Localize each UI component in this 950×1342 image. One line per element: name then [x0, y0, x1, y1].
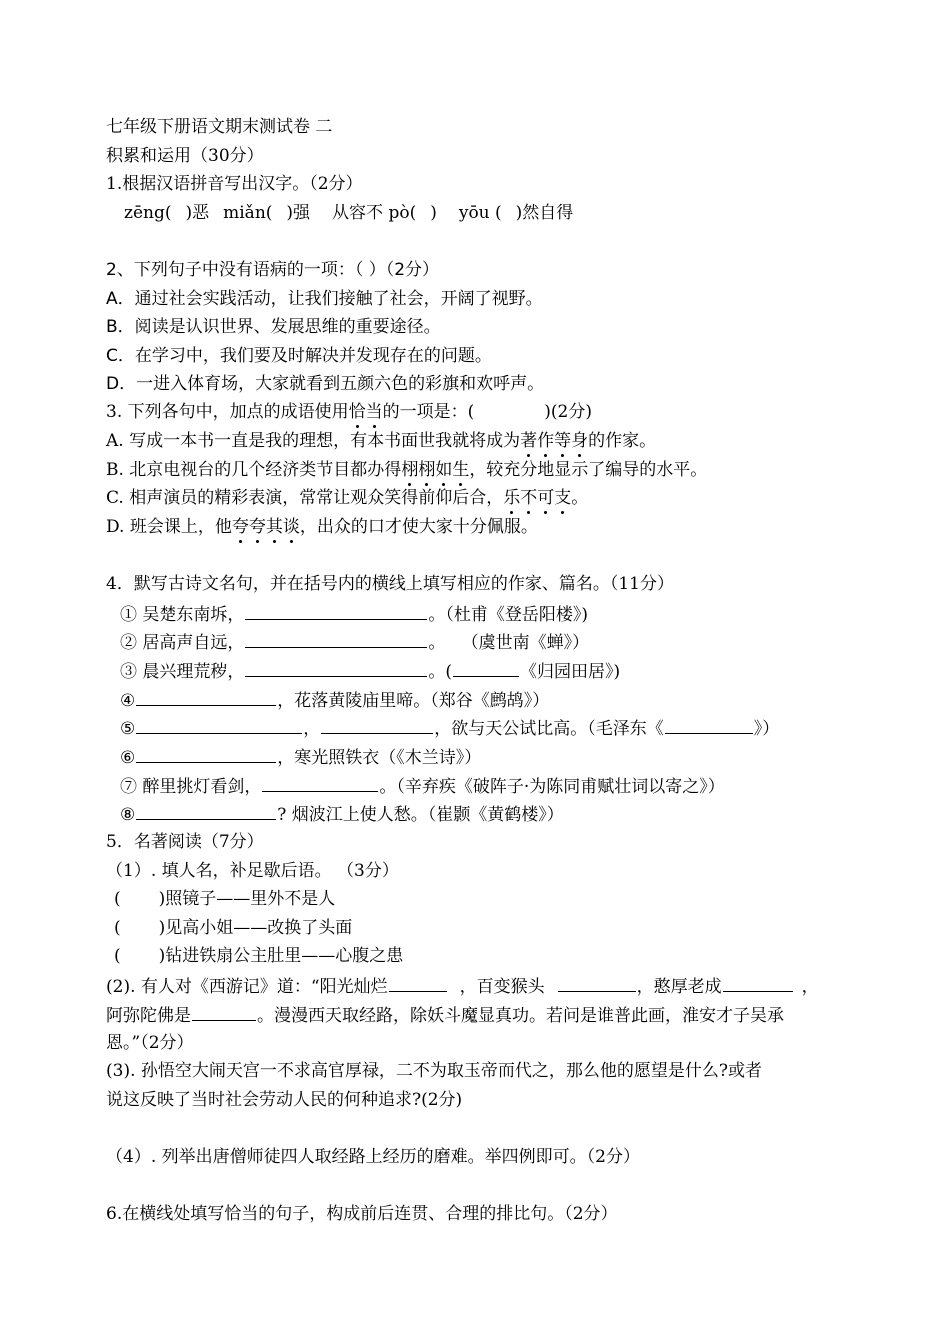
q1-item-2b: )强: [286, 203, 311, 223]
dotted-char: 著: [520, 431, 538, 451]
dotted-char: 谈: [282, 517, 300, 537]
q3-option-d: [106, 517, 538, 537]
dotted-char: 乐: [503, 488, 521, 508]
q4-text: 。（杜甫《登岳阳楼》): [428, 605, 589, 625]
q5-part-4: （4）. 列举出唐僧师徒四人取经路上经历的磨难。举四例即可。（2分）: [106, 1147, 640, 1167]
q3-option-a: [106, 431, 656, 451]
q4-stem: 4．默写古诗文名句，并在括号内的横线上填写相应的作家、篇名。（11分）: [106, 574, 674, 594]
q4-line-2: [120, 631, 589, 653]
q2-option-d: D．一进入体育场，大家就看到五颜六色的彩旗和欢呼声。: [106, 374, 545, 394]
q4-text: 。(: [428, 662, 453, 682]
q4-line-6: [120, 746, 481, 768]
answer-blank[interactable]: [245, 660, 427, 677]
dotted-char: 身: [571, 431, 589, 451]
dotted-char: 生: [452, 460, 470, 480]
q3-option-text: ，出众的口才使大家十分佩服。: [299, 517, 538, 537]
q5-text: )照镜子——里外不是人: [158, 889, 336, 909]
q5-part-3-line-2: 说这反映了当时社会劳动人民的何种追求?(2分): [106, 1090, 463, 1110]
q4-text: ⑦ 醉里挑灯看剑，: [120, 777, 262, 797]
q5-text: (: [114, 889, 121, 909]
q5-text: )见高小姐——改换了头面: [158, 918, 353, 938]
q4-text: ，花落黄陵庙里啼。（郑谷《鹧鸪》）: [277, 691, 550, 711]
dotted-char: 夸: [248, 517, 266, 537]
q5-xiehouyu-2: [114, 918, 352, 938]
q1-stem: 1.根据汉语拼音写出汉字。（2分）: [106, 174, 363, 194]
q4-line-3: [120, 660, 620, 682]
dotted-char: 其: [265, 517, 283, 537]
q5-part-1: （1）. 填人名，补足歇后语。 （3分）: [106, 861, 399, 881]
q4-line-8: [120, 803, 564, 825]
q4-text: ① 吴楚东南坼，: [120, 605, 245, 625]
q1-item-3b: ): [430, 203, 437, 223]
q3-option-text: ，较充分地显示了编导的水平。: [469, 460, 708, 480]
q4-text: ② 居高声自远，: [120, 633, 245, 653]
q1-item-4a: yōu (: [458, 203, 502, 223]
answer-blank[interactable]: [192, 1004, 256, 1021]
dotted-char: 如: [435, 460, 453, 480]
q4-text: ? 烟波江上使人愁。（崔颢《黄鹤楼》）: [277, 805, 564, 825]
q2-option-b: B．阅读是认识世界、发展思维的重要途径。: [106, 317, 441, 337]
q3-option-text: 的作家。: [588, 431, 657, 451]
q5-text: )钻进铁扇公主肚里——心腹之患: [158, 946, 404, 966]
q3-option-text: 。: [571, 488, 589, 508]
answer-blank[interactable]: [245, 631, 427, 648]
q4-text: ，寒光照铁衣（《木兰诗》）: [277, 748, 482, 768]
dotted-char: 等: [554, 431, 572, 451]
answer-blank[interactable]: [558, 975, 636, 992]
dotted-char: 不: [520, 488, 538, 508]
q4-text: ⑥: [120, 748, 136, 768]
q5-text: ，百变猴头: [459, 977, 545, 997]
answer-blank[interactable]: [321, 717, 433, 734]
dotted-char: 作: [537, 431, 555, 451]
answer-blank[interactable]: [136, 803, 276, 820]
section-heading: 积累和运用（30分）: [106, 146, 264, 166]
q3-option-c: [106, 488, 588, 508]
q1-item-1b: )恶: [185, 203, 210, 223]
q2-stem: 2、下列句子中没有语病的一项：（ ）（2分）: [106, 260, 440, 280]
answer-blank[interactable]: [453, 660, 519, 677]
answer-blank[interactable]: [245, 603, 427, 620]
dotted-char: 夸: [231, 517, 249, 537]
q3-option-text: D. 班会课上，他: [106, 517, 232, 537]
q3-stem-text: 的一项是：(: [382, 402, 475, 422]
q4-text: ③ 晨兴理荒秽，: [120, 662, 245, 682]
q4-line-7: [120, 775, 725, 797]
dotted-char: 当: [365, 402, 383, 422]
dotted-char: 栩: [401, 460, 419, 480]
q1-pinyin-row: [124, 203, 573, 223]
q5-text: (: [114, 946, 121, 966]
exam-title: 七年级下册语文期末测试卷 二: [106, 117, 333, 137]
q1-item-2a: miǎn(: [223, 203, 273, 223]
q5-xiehouyu-3: [114, 946, 403, 966]
answer-blank[interactable]: [262, 775, 378, 792]
dotted-char: 支: [554, 488, 572, 508]
q4-text: ④: [120, 691, 136, 711]
q2-option-a: A．通过社会实践活动，让我们接触了社会，开阔了视野。: [106, 289, 543, 309]
answer-blank[interactable]: [136, 746, 276, 763]
q4-text: 。 （虞世南《蝉》）: [428, 633, 590, 653]
q3-option-text: C. 相声演员的精彩表演，常常让观众笑得前仰后合，: [106, 488, 504, 508]
q4-text: ⑤: [120, 719, 136, 739]
q5-part-2-line-3: 恩。”（2分）: [106, 1033, 194, 1053]
q3-stem: [106, 402, 592, 422]
dotted-char: 可: [537, 488, 555, 508]
answer-blank[interactable]: [665, 717, 753, 734]
q5-text: 。漫漫西天取经路，除妖斗魔显真功。若问是谁普此画，淮安才子吴承: [257, 1006, 784, 1026]
q4-text: ，欲与天公试比高。（毛泽东《: [434, 719, 664, 739]
q4-text: ⑧: [120, 805, 136, 825]
q3-stem-text: 3. 下列各句中，加点的成语使用: [106, 402, 349, 422]
q4-text: 》）: [753, 719, 780, 739]
q3-option-text: B. 北京电视台的几个经济类节目都办得: [106, 460, 402, 480]
answer-blank[interactable]: [723, 975, 793, 992]
answer-blank[interactable]: [389, 975, 447, 992]
q5-part-3-line-1: (3). 孙悟空大闹天宫一不求高官厚禄，二不为取玉帝而代之，那么他的愿望是什么?或者: [106, 1061, 763, 1081]
q2-option-c: C．在学习中，我们要及时解决并发现存在的问题。: [106, 346, 492, 366]
q5-text: ，: [801, 977, 819, 997]
q4-line-5: [120, 717, 779, 739]
q1-item-1a: zēng(: [124, 203, 172, 223]
q4-text: 。（辛弃疾《破阵子·为陈同甫赋壮词以寄之》）: [379, 777, 725, 797]
dotted-char: 栩: [418, 460, 436, 480]
q3-option-text: A. 写成一本书一直是我的理想，有本书面世我就将成为: [106, 431, 521, 451]
q5-stem: 5．名著阅读（7分）: [106, 832, 264, 852]
q4-line-1: [120, 603, 588, 625]
q3-option-b: [106, 460, 707, 480]
q5-xiehouyu-1: [114, 889, 335, 909]
q6-stem: 6.在横线处填写恰当的句子，构成前后连贯、合理的排比句。（2分）: [106, 1204, 618, 1224]
q1-item-3a: 从容不 pò(: [332, 203, 417, 223]
q4-text: 《归园田居》): [520, 662, 621, 682]
q1-item-4b: )然自得: [515, 203, 574, 223]
q4-line-4: [120, 689, 549, 711]
answer-blank[interactable]: [136, 717, 302, 734]
q5-part-2-line-2: [106, 1004, 784, 1026]
q5-text: 阿弥陀佛是: [106, 1006, 191, 1026]
q5-text: (: [114, 918, 121, 938]
q4-text: ，: [303, 719, 321, 739]
q5-text: ，憨厚老成: [636, 977, 722, 997]
answer-blank[interactable]: [136, 689, 276, 706]
q5-part-2-line-1: [106, 975, 819, 997]
q3-stem-score: )(2分): [544, 402, 592, 422]
dotted-char: 恰: [348, 402, 366, 422]
q5-text: (2). 有人对《西游记》道：“阳光灿烂: [106, 977, 388, 997]
